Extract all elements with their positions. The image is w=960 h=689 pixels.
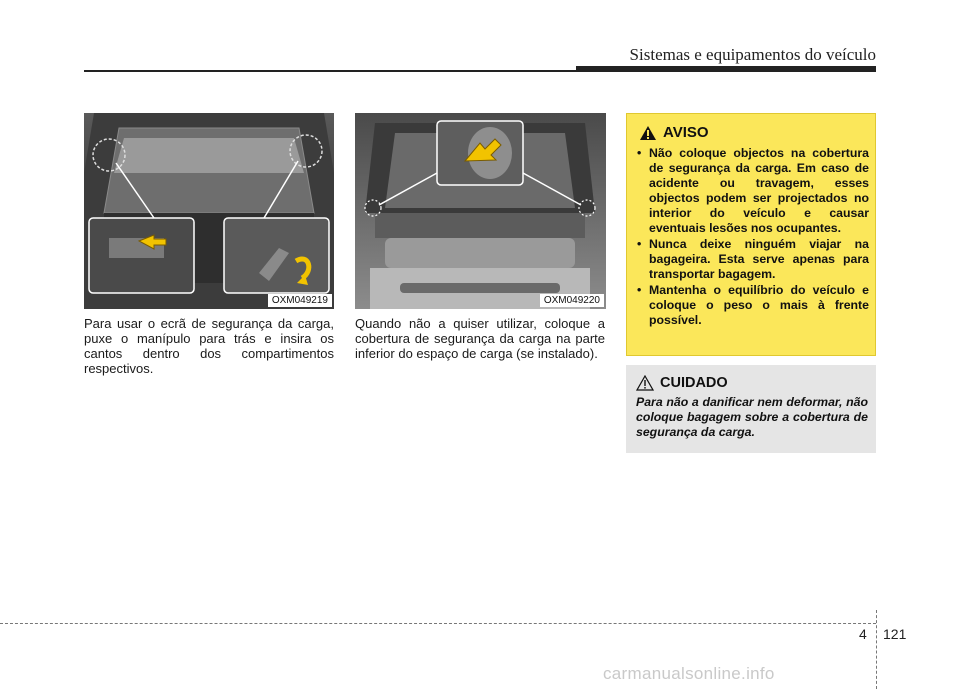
figure-cargo-cover-storage [355, 113, 606, 309]
footer-rule [0, 623, 876, 624]
paragraph-install: Para usar o ecrã de segurança da carga, puxe o manípulo para trás e insira os cantos dentro dos compartimentos respectivos. [84, 316, 334, 376]
warning-item: • Nunca deixe ninguém viajar na bagageira. Esta serve apenas para transportar bagagem. [637, 237, 869, 281]
cargo-cover-illustration [84, 113, 334, 309]
warning-list [637, 146, 869, 329]
cargo-storage-illustration [355, 113, 606, 309]
figure-cargo-cover-install [84, 113, 334, 309]
caution-box [626, 365, 876, 453]
section-title: Sistemas e equipamentos do veículo [629, 45, 876, 64]
figure-code: OXM049219 [268, 294, 332, 307]
warning-item: • Não coloque objectos na cobertura de segurança da carga. Em caso de acidente ou travagem, esses objectos podem ser projectados no interior do veículo e causar eventuais lesões nos ocupantes. [637, 146, 869, 235]
warning-title: AVISO [663, 124, 709, 141]
header-rule-accent [576, 66, 876, 72]
caution-text: Para não a danificar nem deformar, não coloque bagagem sobre a cobertura de segurança da carga. [636, 395, 868, 439]
warning-triangle-icon [639, 125, 657, 141]
warning-header [639, 124, 709, 141]
chapter-number: 4 [859, 626, 867, 642]
figure-code: OXM049220 [540, 294, 604, 307]
watermark: carmanualsonline.info [603, 664, 775, 683]
footer-divider [876, 610, 877, 689]
caution-title: CUIDADO [660, 375, 728, 391]
warning-item: • Mantenha o equilíbrio do veículo e coloque o peso o mais à frente possível. [637, 283, 869, 327]
warning-box [626, 113, 876, 356]
page-number: 121 [883, 626, 907, 642]
caution-header [636, 375, 728, 391]
caution-triangle-icon [636, 375, 654, 391]
paragraph-storage: Quando não a quiser utilizar, coloque a cobertura de segurança da carga na parte inferior do espaço de carga (se instalado). [355, 316, 605, 361]
